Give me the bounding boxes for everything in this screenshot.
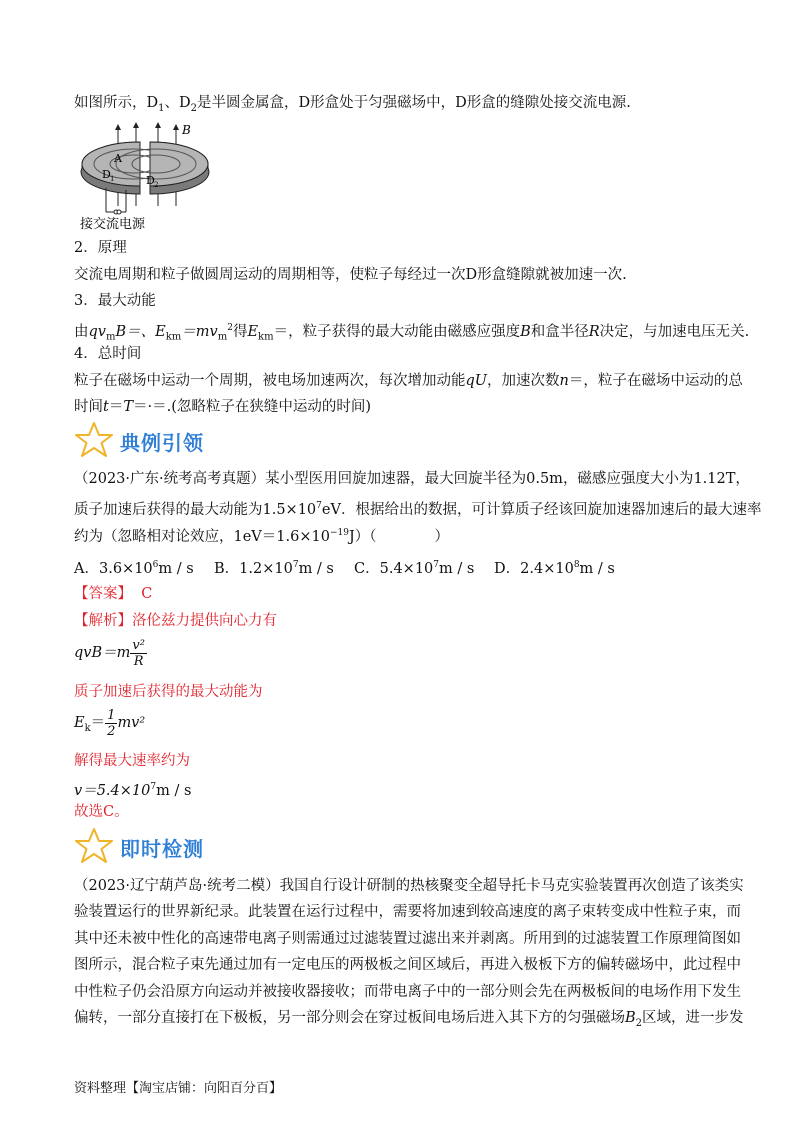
footer-text: 资料整理【淘宝店铺：向阳百分百】 bbox=[74, 1081, 283, 1096]
problem-line3: 其中还未被中性化的高速带电离子则需通过过滤装置过滤出来并剥离。所用到的过滤装置工作原理简图如 bbox=[74, 931, 741, 947]
label-d2-sub: 2 bbox=[154, 181, 159, 189]
section4-heading: 4．总时间 bbox=[74, 346, 142, 362]
example-line3: 约为（忽略相对论效应，$1eV=1.6\times 10^{-19}J$）（ ） bbox=[74, 528, 450, 545]
equation-v: $v=5.4\times 10^7m / s$ bbox=[74, 782, 192, 799]
option-a[interactable]: A．$3.6\times 10^6m / s$ bbox=[74, 560, 194, 577]
banner-quick-check bbox=[72, 827, 232, 867]
answer-line: 【答案】 C bbox=[74, 586, 153, 602]
option-c[interactable]: C．$5.4\times 10^7m / s$ bbox=[354, 560, 475, 577]
problem-line1: （2023·辽宁葫芦岛·统考二模）我国自行设计研制的热核聚变全超导托卡马克实验装置再次创造了该类实 bbox=[74, 878, 744, 894]
section3-text: 由$qv_mB=$、$E_{km}=mv_m^2$得$E_{km}=$，粒子获得的最大动能由磁感应强度B和盒半径R决定，与加速电压无关. bbox=[74, 323, 750, 343]
intro-sub2: 2 bbox=[190, 102, 198, 114]
banner-title: 即时检测 bbox=[120, 837, 204, 861]
intro-text: 如图所示，D bbox=[74, 95, 159, 111]
section2-text: 交流电周期和粒子做圆周运动的周期相等，使粒子每经过一次D形盒缝隙就被加速一次. bbox=[74, 267, 627, 283]
section4-line2: 时间t＝T＝·＝.(忽略粒子在狭缝中运动的时间) bbox=[74, 399, 372, 415]
example-line2: 质子加速后获得的最大动能为$1.5\times 10^7eV$．根据给出的数据，可计算质子经该回旋加速器加速后的最大速率 bbox=[74, 501, 762, 518]
cyclotron-figure bbox=[74, 122, 214, 230]
intro-sub1: 1 bbox=[158, 102, 165, 114]
label-a: A bbox=[114, 152, 122, 165]
conclusion: 故选C。 bbox=[74, 804, 129, 820]
problem-line4: 图所示，混合粒子束先通过加有一定电压的两极板之间区域后，再进入极板下方的偏转磁场中，此过程中 bbox=[74, 957, 741, 973]
banner-title: 典例引领 bbox=[120, 431, 204, 455]
star-icon bbox=[72, 421, 116, 459]
example-line1: （2023·广东·统考高考真题）某小型医用回旋加速器，最大回旋半径为0.5m，磁感应强度大小为1.12T， bbox=[74, 471, 750, 487]
figure-caption: 接交流电源 bbox=[80, 217, 146, 230]
analysis-line: 【解析】洛伦兹力提供向心力有 bbox=[74, 613, 277, 629]
text-max-energy: 质子加速后获得的最大动能为 bbox=[74, 684, 263, 700]
intro-line bbox=[74, 93, 631, 119]
problem-line2: 验装置运行的世界新纪录。此装置在运行过程中，需要将加速到较高速度的离子束转变成中性粒子束，而 bbox=[74, 904, 741, 920]
problem-line5: 中性粒子仍会沿原方向运动并被接收器接收；而带电离子中的一部分则会先在两极板间的电场作用下发生 bbox=[74, 984, 741, 1000]
star-icon bbox=[72, 827, 116, 865]
problem-line6: 偏转，一部分直接打在下极板，另一部分则会在穿过板间电场后进入其下方的匀强磁场$B_2$区域，进一步发 bbox=[74, 1010, 744, 1029]
section2-heading: 2．原理 bbox=[74, 240, 127, 256]
label-d2: D bbox=[146, 174, 155, 187]
label-d1-sub: 1 bbox=[110, 175, 115, 183]
label-b: B bbox=[182, 123, 191, 137]
section4-line1: 粒子在磁场中运动一个周期，被电场加速两次，每次增加动能qU，加速次数n＝，粒子在磁场中运动的总 bbox=[74, 373, 743, 389]
banner-typical-example bbox=[72, 421, 232, 461]
section3-heading: 3．最大动能 bbox=[74, 293, 156, 309]
label-d1: D bbox=[102, 168, 111, 181]
equation-ek: $E_k=$ $\frac{1}{2}$ mv² bbox=[74, 707, 146, 739]
intro-sep: 、D bbox=[164, 95, 191, 111]
intro-text-after: 是半圆金属盒，D形盒处于匀强磁场中，D形盒的缝隙处接交流电源. bbox=[197, 95, 631, 111]
text-max-speed: 解得最大速率约为 bbox=[74, 753, 190, 769]
option-b[interactable]: B．$1.2\times 10^7m / s$ bbox=[214, 560, 334, 577]
equation-lorentz: qvB＝m $\frac{\text{v²}}{R}$ bbox=[74, 637, 145, 669]
option-d[interactable]: D．$2.4\times 10^8m / s$ bbox=[494, 560, 615, 577]
